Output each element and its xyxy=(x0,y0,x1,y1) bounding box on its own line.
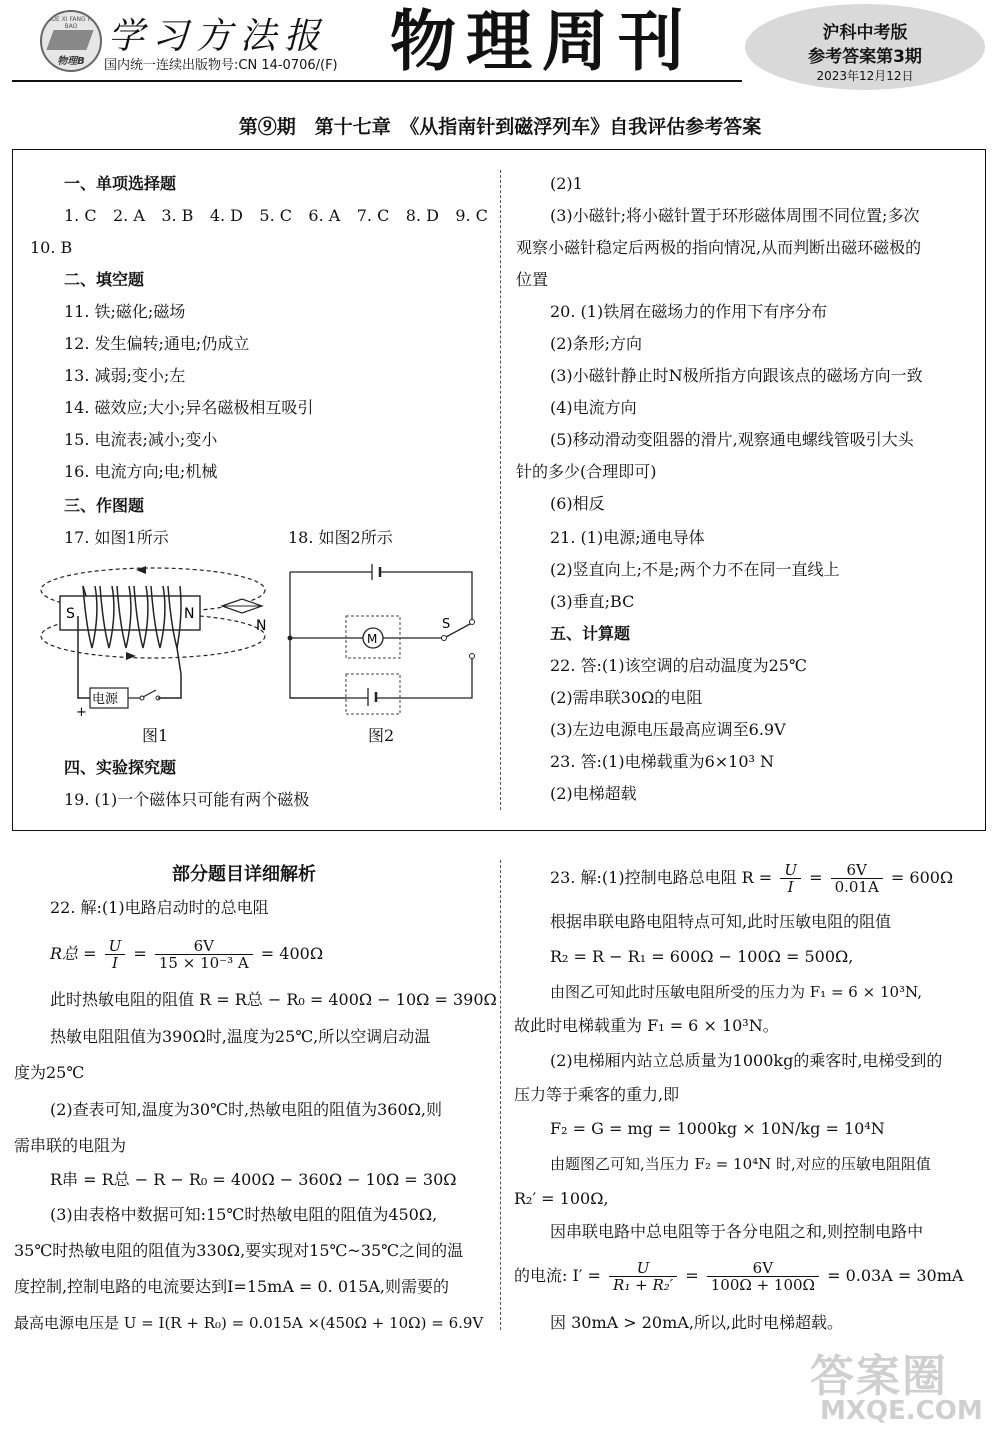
periodical-name: 物理周刊 xyxy=(390,3,694,80)
watermark xyxy=(800,1340,995,1430)
list-item: 10. B xyxy=(30,238,73,257)
issue-date: 2023年12月12日 xyxy=(816,69,914,83)
list-item: 17. 如图1所示 xyxy=(64,528,169,547)
issue-badge xyxy=(745,4,985,90)
list-item: (2)1 xyxy=(550,174,583,193)
section-heading-drawing: 三、作图题 xyxy=(64,496,145,515)
analysis-line: 需串联的电阻为 xyxy=(14,1136,127,1155)
list-item: 20. (1)铁屑在磁场力的作用下有序分布 xyxy=(550,302,828,321)
switch-label: S xyxy=(442,617,451,632)
choice-answers xyxy=(64,206,488,226)
list-item: (5)移动滑动变阻器的滑片,观察通电螺线管吸引大头 xyxy=(550,430,914,449)
list-item: (2)电梯超载 xyxy=(550,784,637,803)
analysis-line: R₂′ = 100Ω, xyxy=(514,1189,609,1208)
logo-sub: 物理B xyxy=(57,56,85,67)
list-item: (4)电流方向 xyxy=(550,398,637,417)
list-item: 19. (1)一个磁体只可能有两个磁极 xyxy=(64,790,310,809)
motor-label: M xyxy=(367,632,378,646)
analysis-line: 由题图乙可知,当压力 F₂ = 10⁴N 时,对应的压敏电阻阻值 xyxy=(550,1155,931,1173)
watermark-title: 答案圈 xyxy=(810,1351,948,1402)
analysis-line: 35℃时热敏电阻的阻值为330Ω,要实现对15℃~35℃之间的温 xyxy=(14,1241,464,1260)
publication-number: 国内统一连续出版物号:CN 14-0706/(F) xyxy=(104,58,338,73)
analysis-line: 22. 解:(1)电路启动时的总电阻 xyxy=(50,898,269,917)
list-item: 18. 如图2所示 xyxy=(288,528,393,547)
list-item: 11. 铁;磁化;磁场 xyxy=(64,302,186,321)
issue-label: 参考答案第3期 xyxy=(808,47,922,67)
analysis-line: 度为25℃ xyxy=(14,1063,85,1082)
list-item: 1. C xyxy=(64,206,97,225)
watermark-url: MXQE.COM xyxy=(820,1396,983,1426)
list-item: 9. C xyxy=(455,206,488,225)
list-item: (2)竖直向上;不是;两个力不在同一直线上 xyxy=(550,560,840,579)
list-item: 4. D xyxy=(209,206,244,225)
analysis-line: 此时热敏电阻的阻值 R = R总 − R₀ = 400Ω − 10Ω = 390Ω xyxy=(50,990,497,1009)
analysis-line: (2)电梯厢内站立总质量为1000kg的乘客时,电梯受到的 xyxy=(550,1051,943,1070)
list-item: 3. B xyxy=(161,206,194,225)
analysis-line: (3)由表格中数据可知:15℃时热敏电阻的阻值为450Ω, xyxy=(50,1205,438,1224)
list-item: 23. 答:(1)电梯载重为6×10³ N xyxy=(550,752,775,771)
list-item: (2)需串联30Ω的电阻 xyxy=(550,688,703,707)
newspaper-logo xyxy=(40,10,102,72)
pole-n-label: N xyxy=(184,606,195,622)
column-divider xyxy=(500,170,501,810)
equation-total-resistance: R总 = $\frac{U}{I}$ = $\frac{6V}{\text{15 × 10⁻³ A}}$ = 400Ω xyxy=(50,937,324,972)
analysis-line: 度控制,控制电路的电流要达到I=15mA = 0. 015A,则需要的 xyxy=(14,1277,450,1296)
page-title: 第⑨期 第十七章 《从指南针到磁浮列车》自我评估参考答案 xyxy=(238,116,762,138)
list-item: 观察小磁针稳定后两极的指向情况,从而判断出磁环磁极的 xyxy=(516,238,922,257)
figure-2-circuit xyxy=(282,560,482,720)
equation-current: 的电流: I′ = $\frac{U}{\text{R₁ + R₂′}}$ = $\frac{6V}{100\Omega + 100\Omega}$ = 0.03A = 30mA xyxy=(514,1259,964,1294)
list-item: (2)条形;方向 xyxy=(550,334,643,353)
analysis-line: 由图乙可知此时压敏电阻所受的压力为 F₁ = 6 × 10³N, xyxy=(550,983,922,1001)
list-item: (3)左边电源电压最高应调至6.9V xyxy=(550,720,786,739)
logo-text: XUE XI FANG FA BAO xyxy=(47,16,95,30)
masthead xyxy=(0,0,1000,100)
list-item: 2. A xyxy=(113,206,145,225)
list-item: 22. 答:(1)该空调的启动温度为25℃ xyxy=(550,656,807,675)
newspaper-name: 学习方法报 xyxy=(108,16,329,57)
compass-n-label: N xyxy=(256,618,267,634)
list-item: 12. 发生偏转;通电;仍成立 xyxy=(64,334,250,353)
list-item: (3)小磁针;将小磁针置于环形磁体周围不同位置;多次 xyxy=(550,206,920,225)
pole-s-label: S xyxy=(66,606,75,622)
analysis-divider xyxy=(500,860,501,1330)
list-item: 13. 减弱;变小;左 xyxy=(64,366,186,385)
analysis-line: 故此时电梯载重为 F₁ = 6 × 10³N。 xyxy=(514,1016,779,1035)
analysis-line: (2)查表可知,温度为30℃时,热敏电阻的阻值为360Ω,则 xyxy=(50,1100,442,1119)
header-rule xyxy=(12,80,742,82)
analysis-line: 压力等于乘客的重力,即 xyxy=(514,1085,680,1104)
list-item: 16. 电流方向;电;机械 xyxy=(64,462,218,481)
section-heading-experiment: 四、实验探究题 xyxy=(64,758,177,777)
list-item: (3)小磁针静止时N极所指方向跟该点的磁场方向一致 xyxy=(550,366,923,385)
analysis-line: R₂ = R − R₁ = 600Ω − 100Ω = 500Ω, xyxy=(550,947,854,966)
analysis-line: 根据串联电路电阻特点可知,此时压敏电阻的阻值 xyxy=(550,912,892,931)
equation-control-resistance: 23. 解:(1)控制电路总电阻 R = $\frac{U}{I}$ = $\frac{6V}{0.01A}$ = 600Ω xyxy=(550,861,954,896)
analysis-heading: 部分题目详细解析 xyxy=(172,864,316,885)
figure-1-caption: 图1 xyxy=(142,726,169,745)
figure-1-solenoid xyxy=(28,556,278,721)
list-item: 6. A xyxy=(308,206,341,225)
power-source-label: 电源 xyxy=(92,692,119,707)
analysis-line: 热敏电阻阻值为390Ω时,温度为25℃,所以空调启动温 xyxy=(50,1027,431,1046)
analysis-line: 因 30mA > 20mA,所以,此时电梯超载。 xyxy=(550,1313,844,1332)
list-item: (6)相反 xyxy=(550,494,605,513)
section-heading-choice: 一、单项选择题 xyxy=(64,174,177,193)
list-item: 针的多少(合理即可) xyxy=(516,462,657,481)
section-heading-fill: 二、填空题 xyxy=(64,270,145,289)
analysis-line: R串 = R总 − R − R₀ = 400Ω − 360Ω − 10Ω = 30Ω xyxy=(50,1170,457,1189)
analysis-line: F₂ = G = mg = 1000kg × 10N/kg = 10⁴N xyxy=(550,1119,885,1138)
list-item: 15. 电流表;减小;变小 xyxy=(64,430,218,449)
figure-2-caption: 图2 xyxy=(368,726,395,745)
list-item: 8. D xyxy=(405,206,439,225)
analysis-line: 因串联电路中总电阻等于各分电阻之和,则控制电路中 xyxy=(550,1222,924,1241)
list-item: 7. C xyxy=(356,206,390,225)
list-item: 14. 磁效应;大小;异名磁极相互吸引 xyxy=(64,398,314,417)
edition-label: 沪科中考版 xyxy=(822,23,908,43)
list-item: 21. (1)电源;通电导体 xyxy=(550,528,705,547)
list-item: (3)垂直;BC xyxy=(550,592,635,611)
section-heading-calc: 五、计算题 xyxy=(550,624,631,643)
analysis-line: 最高电源电压是 U = I(R + R₀) = 0.015A ×(450Ω + 10Ω) = 6.9V xyxy=(14,1314,484,1332)
list-item: 5. C xyxy=(259,206,293,225)
plus-terminal-label: + xyxy=(76,705,87,720)
list-item: 位置 xyxy=(516,270,549,289)
